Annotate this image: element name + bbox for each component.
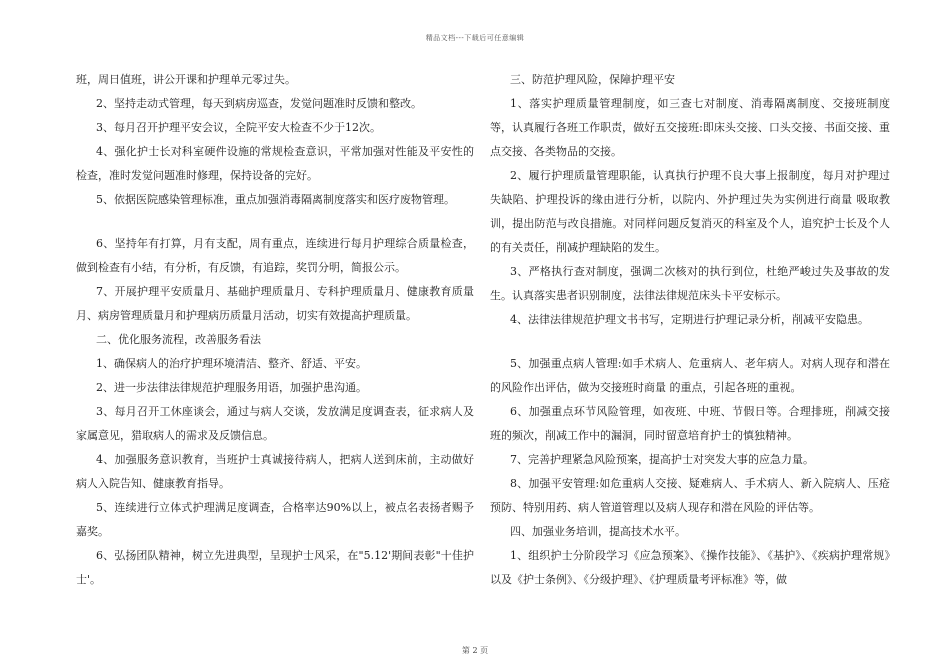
paragraph-l12: 4、加强服务意识教育，当班护士真诚接待病人，把病人送到床前，主动做好病人入院告知、健康教育指导。 [76, 453, 474, 490]
paragraph-r9: 8、加强平安管理:如危重病人交接、疑难病人、手术病人、新入院病人、压疮预防、特别用药、病人管道管理以及病人现存和潜在风险的评估等。 [490, 477, 890, 514]
paragraph-r10: 四、加强业务培训，提高技术水平。 [510, 525, 686, 538]
paragraph-l1: 班，周日值班，讲公开课和护理单元零过失。 [76, 73, 296, 86]
paragraph-r1: 三、防范护理风险，保障护理平安 [510, 73, 675, 86]
right-column [490, 68, 890, 592]
paragraph-r2: 1、落实护理质量管理制度，如三查七对制度、消毒隔离制度、交接班制度等，认真履行各班工作职责，做好五交接班:即床头交接、口头交接、书面交接、重点交接、各类物品的交接。 [490, 97, 890, 158]
paragraph-r3: 2、履行护理质量管理职能，认真执行护理不良大事上报制度，每月对护理过失缺陷、护理投诉的缘由进行分析，以院内、外护理过失为实例进行商量 吸取教训，提出防范与改良措施。对同样问题反复消灭的科室及个人，追究护士长及个人的有关责任，削减护理缺陷的发生。 [490, 169, 890, 254]
paragraph-l3: 3、每月召开护理平安会议，全院平安大检查不少于12次。 [96, 121, 381, 134]
paragraph-r11: 1、组织护士分阶段学习《应急预案》、《操作技能》、《基护》、《疾病护理常规》以及《护士条例》、《分级护理》、《护理质量考评标准》等，做 [490, 549, 890, 586]
paragraph-gap [490, 332, 890, 352]
paragraph-r5: 4、法律法律规范护理文书书写，定期进行护理记录分析，削减平安隐患。 [510, 313, 869, 326]
paragraph-l7: 7、开展护理平安质量月、基础护理质量月、专科护理质量月、健康教育质量月、病房管理质量月和护理病历质量月活动，切实有效提高护理质量。 [76, 285, 474, 322]
paragraph-l14: 6、弘扬团队精神，树立先进典型，呈现护士风采，在"5.12'期间表彰"十佳护士'。 [76, 549, 474, 586]
page-header: 精品文档---下载后可任意编辑 [425, 34, 525, 42]
paragraph-l6: 6、坚持年有打算，月有支配，周有重点，连续进行每月护理综合质量检查，做到检查有小结，有分析，有反馈，有追踪，奖罚分明，简报公示。 [76, 237, 474, 274]
paragraph-r7: 6、加强重点环节风险管理，如夜班、中班、节假日等。合理排班，削减交接班的频次，削减工作中的漏洞，同时留意培育护士的慎独精神。 [490, 405, 890, 442]
paragraph-l4: 4、强化护士长对科室硬件设施的常规检查意识，平常加强对性能及平安性的检查，准时发觉问题准时修理，保持设备的完好。 [76, 145, 474, 182]
paragraph-gap [76, 212, 474, 232]
paragraph-l10: 2、进一步法律法律规范护理服务用语，加强护患沟通。 [96, 381, 367, 394]
page-number: 第 2 页 [461, 646, 489, 655]
left-column [76, 68, 474, 592]
paragraph-l9: 1、确保病人的治疗护理环境清洁、整齐、舒适、平安。 [96, 357, 367, 370]
paragraph-l11: 3、每月召开工休座谈会，通过与病人交谈，发放满足度调查表，征求病人及家属意见，猎取病人的需求及反馈信息。 [76, 405, 474, 442]
paragraph-r8: 7、完善护理紧急风险预案，提高护士对突发大事的应急力量。 [510, 453, 814, 466]
paragraph-l13: 5、连续进行立体式护理满足度调查，合格率达90%以上，被点名表扬者赐予嘉奖。 [76, 501, 474, 538]
paragraph-r4: 3、严格执行查对制度，强调二次核对的执行到位，杜绝严峻过失及事故的发生。认真落实患者识别制度，法律法律规范床头卡平安标示。 [490, 265, 890, 302]
paragraph-l8: 二、优化服务流程，改善服务看法 [96, 333, 261, 346]
paragraph-l5: 5、依据医院感染管理标准，重点加强消毒隔离制度落实和医疗废物管理。 [96, 193, 455, 206]
paragraph-r6: 5、加强重点病人管理:如手术病人、危重病人、老年病人。对病人现存和潜在的风险作出评估，做为交接班时商量 的重点，引起各班的重视。 [490, 357, 890, 394]
paragraph-l2: 2、坚持走动式管理，每天到病房巡查，发觉问题准时反馈和整改。 [96, 97, 422, 110]
